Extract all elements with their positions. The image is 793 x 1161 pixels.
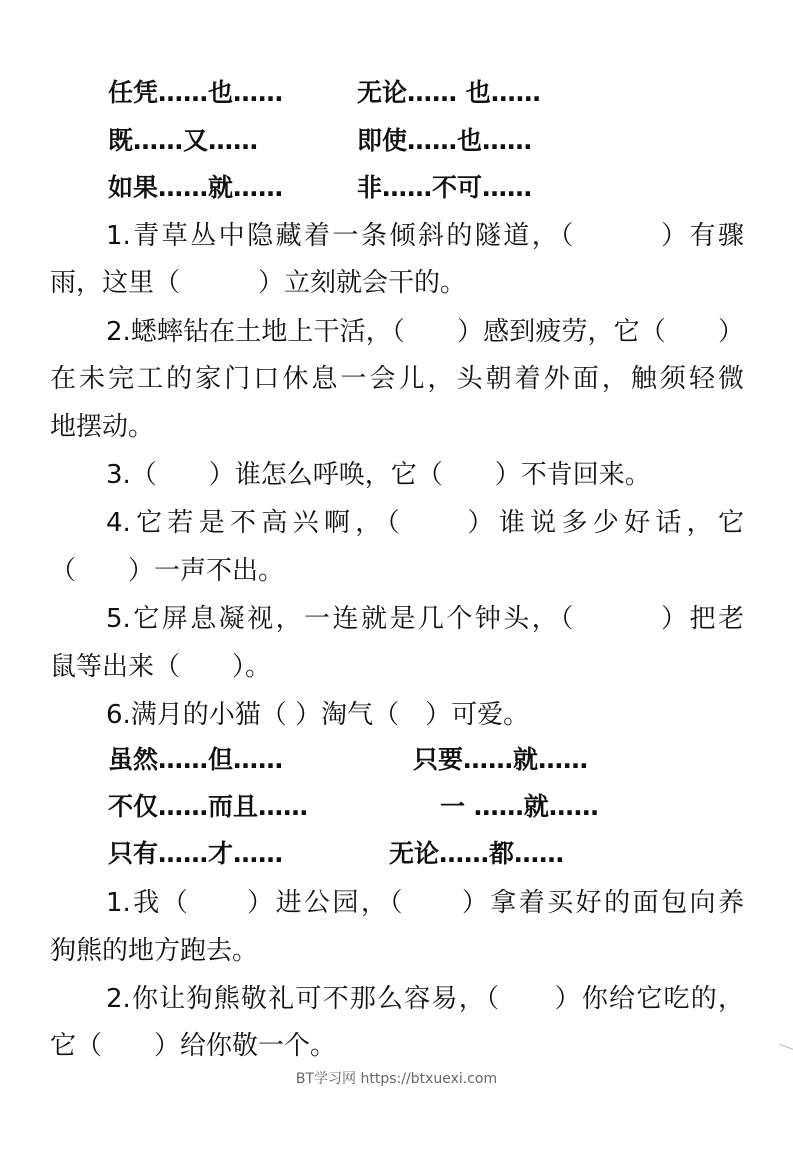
connective-right: 一 ……就…… bbox=[440, 792, 599, 821]
exercise-line bbox=[0, 644, 793, 690]
exercise-text: 4.它若是不高兴啊，（ ）谁说多少好话，它 bbox=[106, 508, 744, 538]
exercise-text: 在未完工的家门口休息一会儿，头朝着外面，触须轻微 bbox=[50, 364, 744, 394]
exercise-text: 6.满月的小猫（ ）淘气（ ）可爱。 bbox=[106, 700, 530, 730]
exercise-text: 雨，这里（ ）立刻就会干的。 bbox=[50, 268, 467, 298]
exercise-text: 狗熊的地方跑去。 bbox=[50, 936, 259, 966]
exercise-line bbox=[0, 213, 793, 259]
exercise-line bbox=[0, 452, 793, 498]
exercise-text: 1.青草丛中隐藏着一条倾斜的隧道，（ ）有骤 bbox=[106, 221, 744, 251]
exercise-text: 鼠等出来（ ）。 bbox=[50, 652, 272, 682]
connective-left: 任凭……也…… bbox=[108, 78, 284, 107]
exercise-line bbox=[0, 928, 793, 974]
exercise-line bbox=[0, 548, 793, 594]
connective-right: 即使……也…… bbox=[357, 126, 533, 155]
exercise-line bbox=[0, 404, 793, 450]
connective-right: 无论…… 也…… bbox=[357, 78, 541, 107]
connective-right: 只要……就…… bbox=[413, 745, 589, 774]
connective-left: 只有……才…… bbox=[108, 839, 284, 868]
exercise-text: 地摆动。 bbox=[50, 412, 155, 442]
exercise-line bbox=[0, 692, 793, 738]
connective-pair-row bbox=[0, 740, 793, 780]
exercise-text: 3.（ ）谁怎么呼唤，它（ ）不肯回来。 bbox=[106, 460, 651, 490]
connective-left: 如果……就…… bbox=[108, 173, 284, 202]
connective-left: 不仅……而且…… bbox=[108, 792, 309, 821]
exercise-line bbox=[0, 596, 793, 642]
footer-watermark: BT学习网 https://btxuexi.com bbox=[295, 1071, 498, 1087]
exercise-line bbox=[0, 309, 793, 355]
exercise-line bbox=[0, 356, 793, 402]
connective-left: 既……又…… bbox=[108, 126, 259, 155]
exercise-line bbox=[0, 976, 793, 1022]
exercise-text: （ ）一声不出。 bbox=[50, 556, 285, 586]
exercise-line bbox=[0, 1023, 793, 1069]
exercise-line bbox=[0, 260, 793, 306]
exercise-text: 5.它屏息凝视，一连就是几个钟头，（ ）把老 bbox=[106, 604, 744, 634]
connective-pair-row bbox=[0, 787, 793, 827]
connective-pair-row bbox=[0, 73, 793, 113]
exercise-text: 1.我（ ）进公园，（ ）拿着买好的面包向养 bbox=[106, 888, 744, 918]
exercise-text: 2.蟋蟀钻在土地上干活，（ ）感到疲劳，它（ ） bbox=[106, 317, 744, 347]
exercise-text: 2.你让狗熊敬礼可不那么容易，（ ）你给它吃的， bbox=[106, 984, 744, 1014]
connective-right: 无论……都…… bbox=[389, 839, 565, 868]
connective-left: 虽然……但…… bbox=[108, 745, 284, 774]
connective-pair-row bbox=[0, 121, 793, 161]
connective-right: 非……不可…… bbox=[357, 173, 533, 202]
exercise-line bbox=[0, 880, 793, 926]
connective-pair-row bbox=[0, 834, 793, 874]
exercise-text: 它（ ）给你敬一个。 bbox=[50, 1031, 337, 1061]
exercise-line bbox=[0, 500, 793, 546]
connective-pair-row bbox=[0, 168, 793, 208]
